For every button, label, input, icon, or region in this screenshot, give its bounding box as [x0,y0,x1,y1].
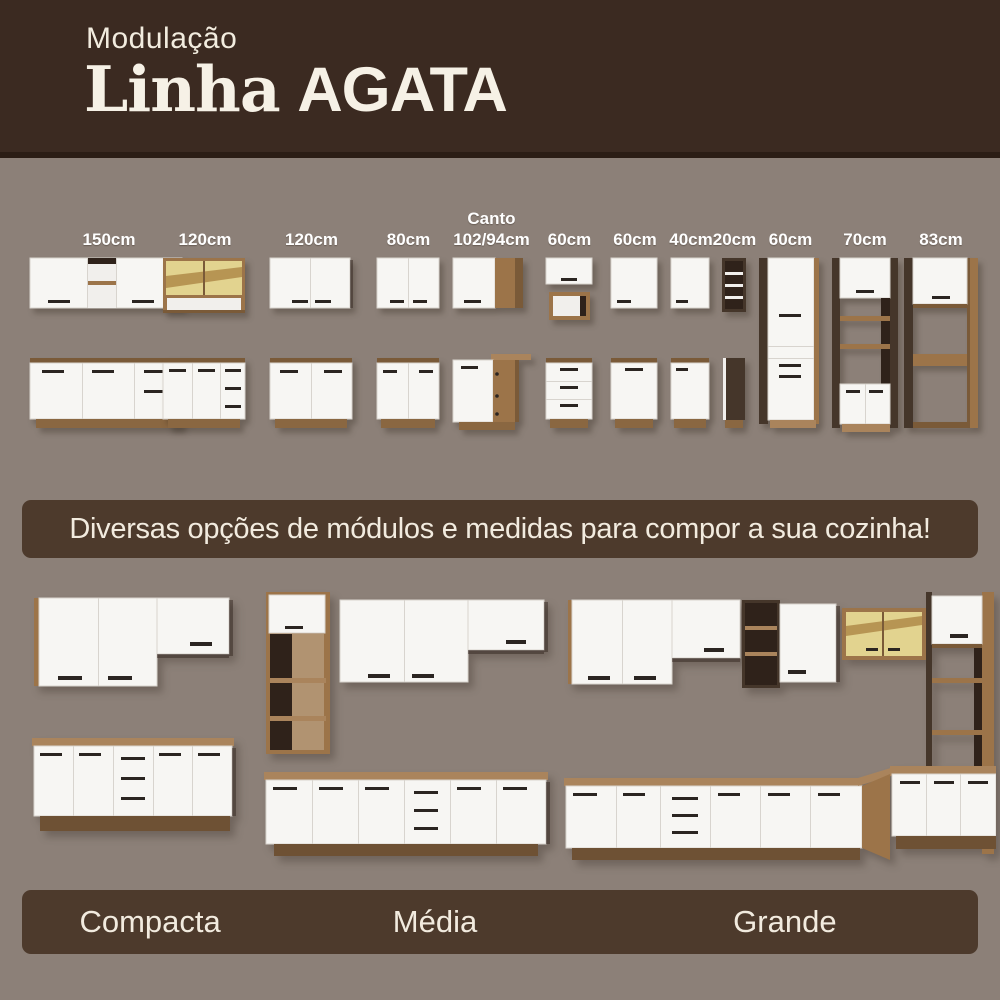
module-column-60cm-flip [544,158,595,488]
module-column-60cm-tall [759,158,822,488]
module-size-label: Canto 102/94cm [453,209,530,249]
banner [22,500,978,558]
module-size-label: 80cm [386,230,431,249]
modules-section [0,158,1000,488]
kitchen-sizes-bar [22,890,978,954]
module-size-label: 40cm [669,230,713,249]
module-illustration-60cm-tall [759,254,822,434]
kitchen-label-grande: Grande [733,904,837,939]
banner-text: Diversas opções de módulos e medidas para compor a sua cozinha! [69,512,931,545]
module-column-83cm-frame [904,158,978,488]
module-illustration-canto [451,254,532,434]
module-size-label: 20cm [712,230,757,249]
module-illustration-20cm [720,254,749,434]
module-illustration-83cm-frame [904,254,978,434]
kitchens-section [0,560,1000,890]
module-column-canto [451,158,532,488]
module-illustration-120cm-glass [161,254,249,434]
module-illustration-40cm [669,254,713,434]
module-column-20cm [712,158,757,488]
module-size-label: 150cm [82,230,136,249]
header-kicker: Modulação [86,22,238,55]
module-size-label: 120cm [178,230,232,249]
module-size-label: 60cm [547,230,592,249]
kitchen-illustration-media [260,584,552,856]
module-illustration-60cm-flip [544,254,595,434]
kitchen-illustration-grande [560,584,996,864]
page-title [84,52,507,126]
title-linha: Linha [84,52,280,126]
title-agata: AGATA [297,55,507,125]
module-size-label: 60cm [768,230,813,249]
module-column-80cm [375,158,442,488]
module-size-label: 70cm [843,230,887,249]
module-illustration-120cm [268,254,355,434]
module-size-label: 83cm [919,230,963,249]
module-column-120cm [268,158,355,488]
module-illustration-70cm-tower [832,254,898,434]
module-size-label: 120cm [285,230,338,249]
module-column-40cm [669,158,713,488]
kitchen-illustration-compacta [24,586,246,852]
module-illustration-80cm [375,254,442,434]
header [0,0,1000,152]
module-illustration-60cm-door [609,254,661,434]
module-column-120cm-glass [161,158,249,488]
module-column-60cm-door [609,158,661,488]
kitchen-label-media: Média [392,904,478,939]
kitchen-label-compacta: Compacta [79,904,221,939]
module-size-label: 60cm [613,230,657,249]
module-column-70cm-tower [832,158,898,488]
